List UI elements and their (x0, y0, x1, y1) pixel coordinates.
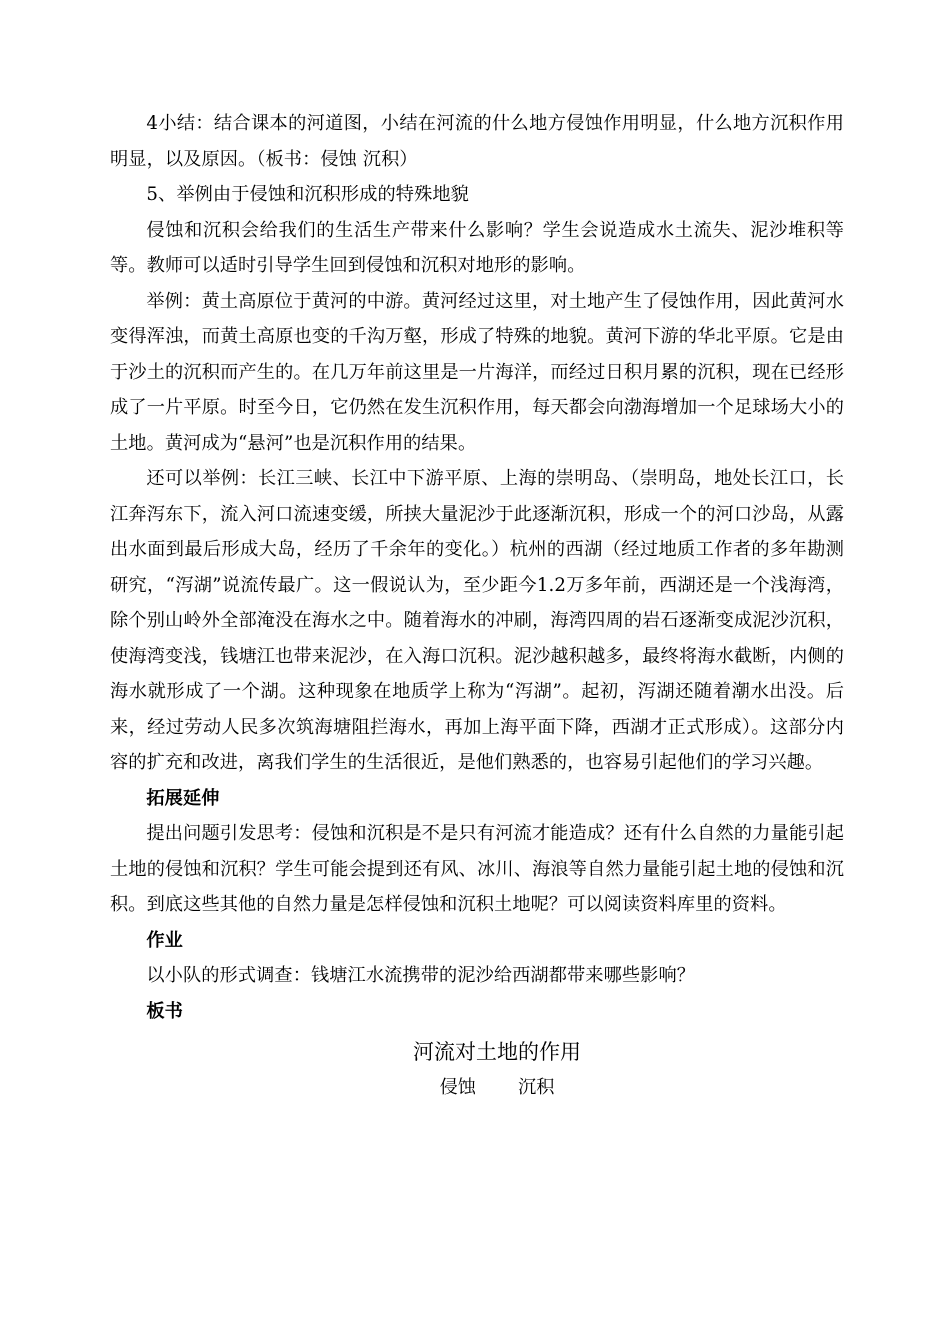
board-terms (130, 1071, 864, 1105)
homework-paragraph: 以小队的形式调查：钱塘江水流携带的泥沙给西湖都带来哪些影响？ (146, 965, 696, 986)
summary-paragraph: 4小结：结合课本的河道图，小结在河流的什么地方侵蚀作用明显，什么地方沉积作用明显，以及原因。（板书：侵蚀 沉积） (110, 113, 844, 170)
board-heading: 板书 (146, 1000, 183, 1022)
impact-paragraph: 侵蚀和沉积会给我们的生活生产带来什么影响？学生会说造成水土流失、泥沙堆积等等。教师可以适时引导学生回到侵蚀和沉积对地形的影响。 (110, 219, 844, 276)
more-examples-paragraph: 还可以举例：长江三峡、长江中下游平原、上海的崇明岛、（崇明岛，地处长江口，长江奔泻东下，流入河口流速变缓，所挟大量泥沙于此逐渐沉积，形成一个的河口沙岛，从露出水面到最后形成大岛，经历了千余年的变化。）杭州的西湖（经过地质工作者的多年勘测研究，“泻湖”说流传最广。这一假说认为，至少距今1.2万多年前，西湖还是一个浅海湾，除个别山岭外全部淹没在海水之中。随着海水的冲刷，海湾四周的岩石逐渐变成泥沙沉积，使海湾变浅，钱塘江也带来泥沙，在入海口沉积。泥沙越积越多，最终将海水截断，内侧的海水就形成了一个湖。这种现象在地质学上称为“泻湖”。起初，泻湖还随着潮水出没。后来，经过劳动人民多次筑海塘阻拦海水，再加上海平面下降，西湖才正式形成）。这部分内容的扩充和改进，离我们学生的生活很近，是他们熟悉的，也容易引起他们的学习兴趣。 (110, 468, 844, 773)
board-term-deposition: 沉积 (518, 1077, 555, 1098)
examples-subheading: 5、举例由于侵蚀和沉积形成的特殊地貌 (146, 184, 469, 205)
document-page (110, 106, 844, 1105)
extension-paragraph: 提出问题引发思考：侵蚀和沉积是不是只有河流才能造成？还有什么自然的力量能引起土地的侵蚀和沉积？学生可能会提到还有风、冰川、海浪等自然力量能引起土地的侵蚀和沉积。到底这些其他的自然力量是怎样侵蚀和沉积土地呢？可以阅读资料库里的资料。 (110, 823, 844, 915)
homework-heading: 作业 (146, 929, 183, 951)
board-title: 河流对土地的作用 (413, 1040, 581, 1064)
extension-heading: 拓展延伸 (146, 787, 220, 809)
yellow-river-paragraph: 举例：黄土高原位于黄河的中游。黄河经过这里，对土地产生了侵蚀作用，因此黄河水变得浑浊，而黄土高原也变的千沟万壑，形成了特殊的地貌。黄河下游的华北平原。它是由于沙土的沉积而产生的。在几万年前这里是一片海洋，而经过日积月累的沉积，现在已经形成了一片平原。时至今日，它仍然在发生沉积作用，每天都会向渤海增加一个足球场大小的土地。黄河成为“悬河”也是沉积作用的结果。 (110, 290, 844, 454)
board-term-erosion: 侵蚀 (439, 1077, 476, 1098)
